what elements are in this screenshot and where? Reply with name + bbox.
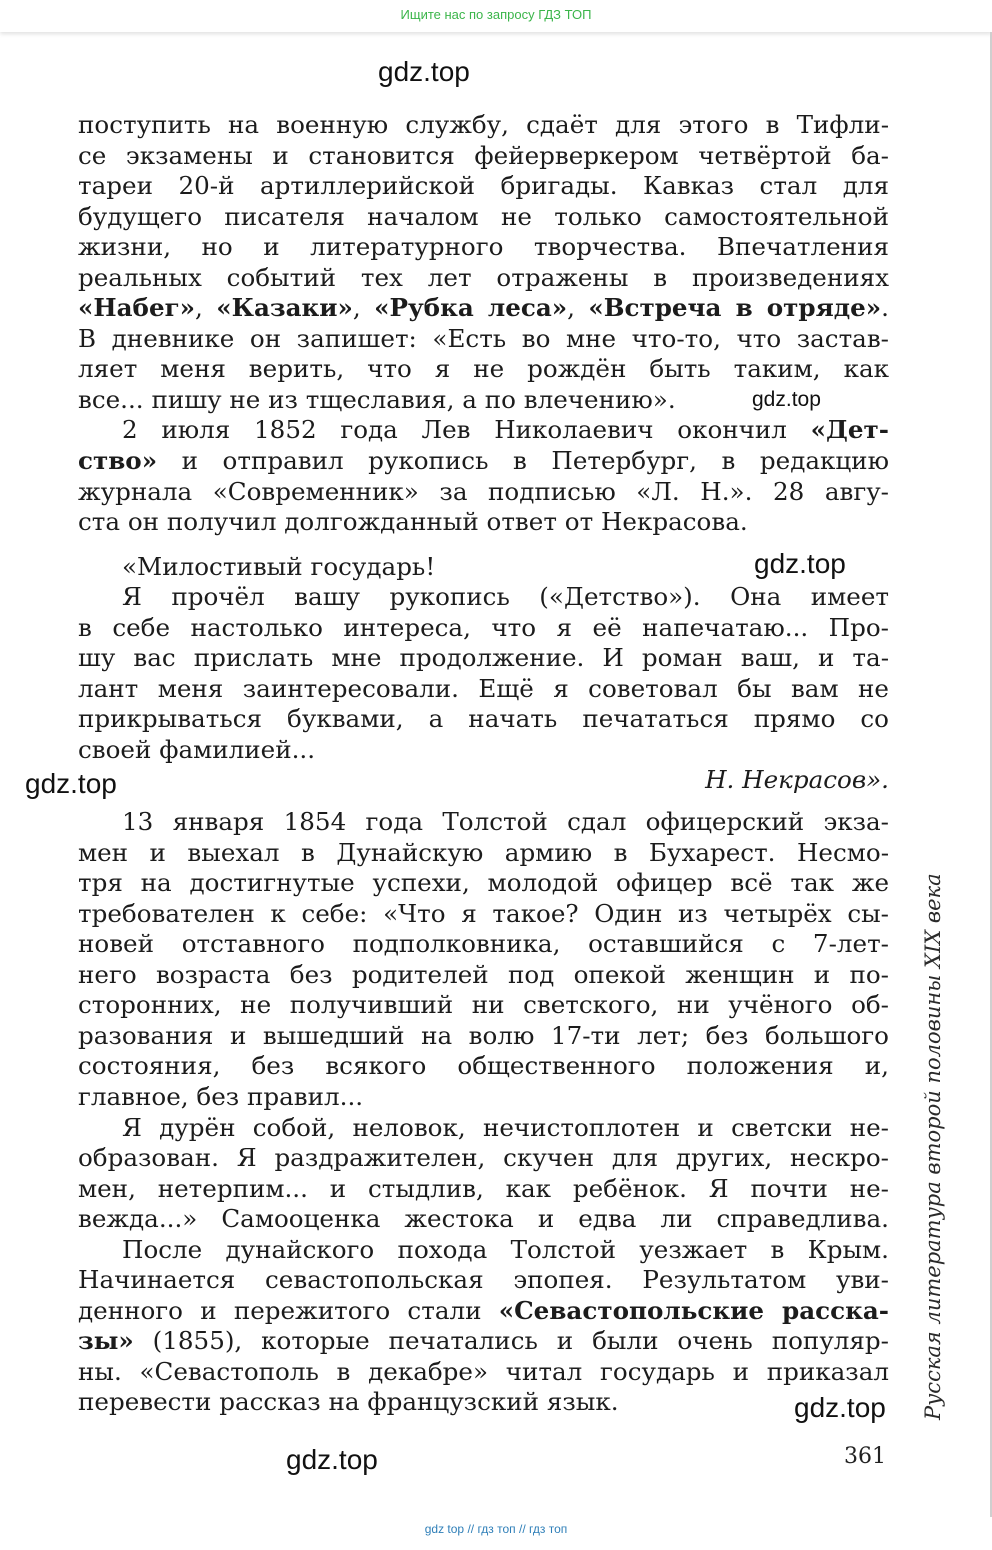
text-line: журнала «Современник» за подписью «Л. Н.». 28 авгу- [78,476,889,506]
footer-link[interactable]: гдз топ [529,1522,568,1536]
text-line: сторонних, не получивший ни светского, ни учёного об- [78,990,889,1020]
text-line: се экзамены и становится фейерверкером четвёртой ба- [78,140,889,170]
text-line: поступить на военную службу, сдаёт для этого в Тифли- [78,110,889,139]
text-run: и отправил рукопись в Петербург, в редакцию [181,446,889,476]
work-title: «Рубка леса» [374,293,568,323]
work-title: зы» [78,1326,134,1356]
text-line: жизни, но и литературного творчества. Впечатления [78,232,889,262]
text-run: 2 июля 1852 года Лев Николаевич окончил [122,415,787,445]
text-line: В дневнике он запишет: «Есть во мне что-то, что застав- [78,323,889,353]
letter-line: шу вас прислать мне продолжение. И роман ваш, и та- [78,643,889,673]
watermark: gdz.top [754,548,846,579]
text-line: требователен к себе: «Что я такое? Один из четырёх сы- [78,898,889,928]
text-line [78,446,889,477]
work-title: ство» [78,446,158,476]
text-run: (1855), которые печатались и были очень популяр- [152,1326,889,1356]
watermark: gdz.top [25,768,117,799]
footer-separator: // [519,1522,526,1536]
work-title: «Севастопольские расска- [498,1295,889,1325]
letter-line: прикрываться буквами, а начать печататься прямо со [78,704,889,734]
works-line: «Набег», «Казаки», «Рубка леса», «Встреча в отряде». [78,293,889,323]
watermark: gdz.top [752,388,821,411]
watermark: gdz.top [794,1392,886,1423]
text-line [78,415,889,446]
text-line: 13 января 1854 года Толстой сдал офицерский экза- [122,807,889,837]
text-line [78,1326,889,1357]
text-line: мен, нетерпим... и стыдлив, как ребёнок. Я почти не- [78,1173,889,1203]
text-line: будущего писателя началом не только самостоятельной [78,201,889,231]
page-body [78,110,889,1418]
work-title: «Дет- [810,415,889,445]
text-line: ны. «Севастополь в декабре» читал государь и приказал [78,1356,889,1386]
top-banner[interactable]: Ищите нас по запросу ГДЗ ТОП [0,0,992,32]
letter-line: в себе настолько интереса, что я её напечатаю... Про- [78,612,889,642]
text-line: новей отставного подполковника, оставшийся с 7-лет- [78,929,889,959]
text-line: него возраста без родителей под опекой женщин и по- [78,959,889,989]
text-line: тареи 20-й артиллерийской бригады. Кавказ стал для [78,171,889,201]
footer-link[interactable]: гдз топ [477,1522,516,1536]
letter-line: своей фамилией... [78,734,316,764]
text-line: мен и выехал в Дунайскую армию в Бухарест. Несмо- [78,837,889,867]
work-title: «Набег» [78,293,196,323]
text-line: После дунайского похода Толстой уезжает в Крым. [122,1234,889,1264]
text-line: ста он получил долгожданный ответ от Некрасова. [78,507,748,537]
text-line: образован. Я раздражителен, скучен для других, нескро- [78,1143,889,1173]
letter-line: лант меня заинтересовали. Ещё я советовал бы вам не [78,673,889,703]
text-line: ляет меня верить, что я не рождён быть таким, как [78,354,889,384]
text-line: Начинается севастопольская эпопея. Результатом уви- [78,1265,889,1295]
footer-link[interactable]: gdz top [424,1522,465,1536]
work-title: «Казаки» [216,293,353,323]
text-line [78,1296,889,1327]
watermark: gdz.top [286,1444,378,1475]
letter-line: Я прочёл вашу рукопись («Детство»). Она имеет [122,582,889,612]
text-line: вежда...» Самооценка жестока и едва ли справедлива. [78,1204,889,1234]
text-line: перевести рассказ на французский язык. [78,1387,619,1417]
text-line: тря на достигнутые успехи, молодой офицер всё так же [78,868,889,898]
text-line: реальных событий тех лет отражены в произведениях [78,262,889,292]
text-line: разования и вышедший на волю 17-ти лет; без большого [78,1020,889,1050]
work-title: «Встреча в отряде» [588,293,882,323]
text-line: состояния, без всякого общественного положения и, [78,1051,889,1081]
text-line: Я дурён собой, неловок, нечистоплотен и светски не- [122,1112,889,1142]
text-line: все... пишу не из тщеславия, а по влечению». [78,384,676,414]
letter-signature: Н. Некрасов». [705,765,889,795]
page-number: 361 [844,1444,886,1469]
text-run: денного и пережитого стали [78,1295,482,1325]
watermark: gdz.top [378,56,470,87]
letter-line: «Милостивый государь! [122,551,436,581]
side-title-text: Русская литература второй половины XIX века [921,873,945,1420]
footer-links [0,1522,992,1536]
text-line: главное, без правил... [78,1081,364,1111]
footer-separator: // [467,1522,475,1536]
